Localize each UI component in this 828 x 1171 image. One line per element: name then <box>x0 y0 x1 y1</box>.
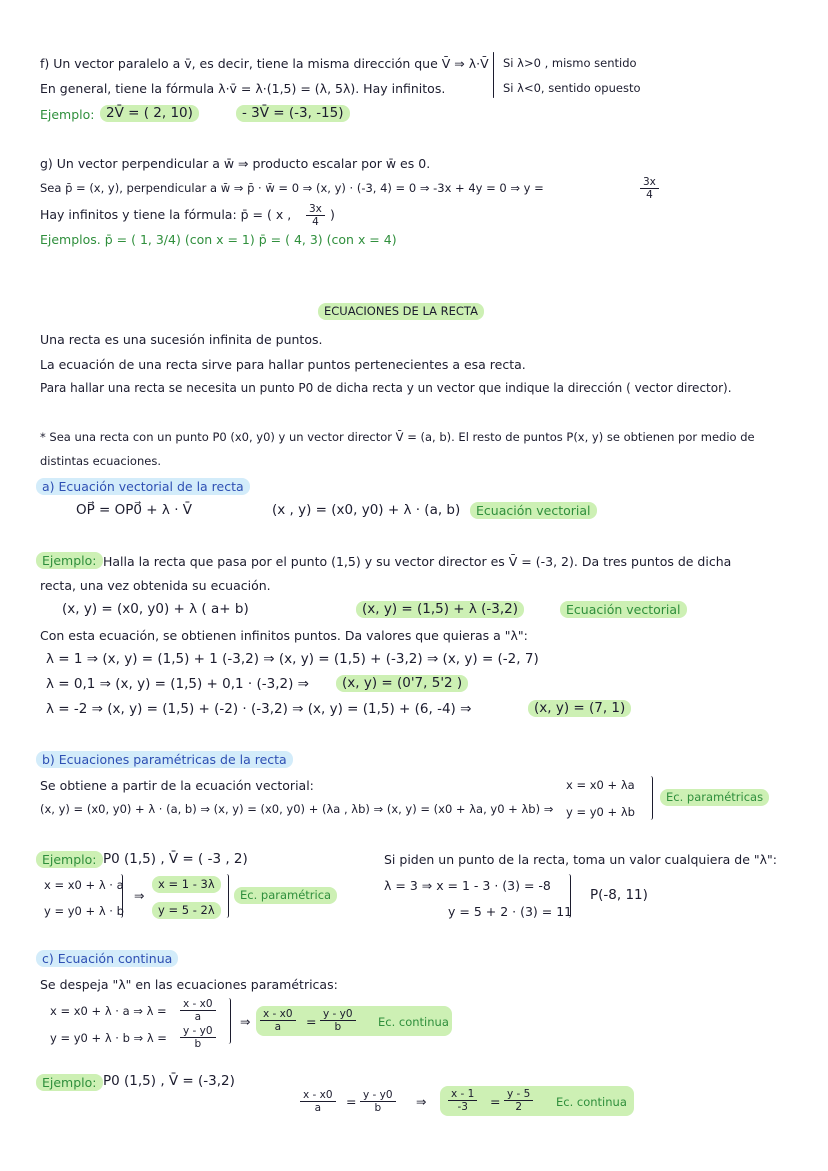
a-row-2: λ = 0,1 ⇒ (x, y) = (1,5) + 0,1 · (-3,2) ⇒ <box>46 676 309 692</box>
b-example-head: P0 (1,5) , V̄ = ( -3 , 2) <box>103 851 248 867</box>
b-sys-y: y = 5 - 2λ <box>152 902 221 919</box>
g-line1: g) Un vector perpendicular a w̄ ⇒ producto escalar por w̄ es 0. <box>40 156 431 171</box>
c-result-den-2: b <box>334 1021 342 1033</box>
c-example-fraction-3 <box>448 1088 477 1113</box>
c-example-fraction-4 <box>504 1088 533 1113</box>
c-example-num-1: x - x0 <box>300 1089 336 1102</box>
c-label: Ec. continua <box>378 1015 449 1029</box>
b-ask: Si piden un punto de la recta, toma un valor cualquiera de "λ": <box>384 852 777 867</box>
c-result-num-1: x - x0 <box>260 1008 296 1021</box>
g-examples: Ejemplos. p̄ = ( 1, 3/4) (con x = 1) p̄ = ( 4, 3) (con x = 4) <box>40 232 397 247</box>
a-example-text: Halla la recta que pasa por el punto (1,5) y su vector director es V̄ = (-3, 2). Da tres puntos de dicha <box>103 554 732 569</box>
a-example-text-2: recta, una vez obtenida su ecuación. <box>40 578 271 593</box>
b-line1: Se obtiene a partir de la ecuación vectorial: <box>40 778 314 793</box>
c-label-2: Ec. continua <box>556 1095 627 1109</box>
b-sys2: y = y0 + λb <box>566 805 635 819</box>
b-sys1: x = x0 + λa <box>566 778 635 792</box>
arrow: ⇒ <box>134 888 145 903</box>
c-example-fraction-1 <box>300 1089 336 1114</box>
c-eq-2-fraction <box>180 1025 216 1050</box>
c-example-label: Ejemplo: <box>36 1074 103 1091</box>
c-eq-2-num: y - y0 <box>180 1025 216 1038</box>
a-example-label: Ejemplo: <box>36 552 103 569</box>
c-example-num-2: y - y0 <box>360 1089 396 1102</box>
c-eq-1: x = x0 + λ · a ⇒ λ = <box>50 1004 167 1018</box>
rect-p2: La ecuación de una recta sirve para hallar puntos pertenecientes a esa recta. <box>40 357 526 372</box>
f-example-2: - 3V̄ = (-3, -15) <box>236 105 350 122</box>
a-heading: a) Ecuación vectorial de la recta <box>36 478 250 495</box>
c-example-num-3: x - 1 <box>448 1088 477 1101</box>
b-ex-label: Ec. paramétrica <box>234 887 337 904</box>
g-formula-num: 3x <box>306 203 325 216</box>
c-example-den-3: -3 <box>457 1101 468 1113</box>
c-heading: c) Ecuación continua <box>36 950 178 967</box>
c-example-den-2: b <box>374 1102 382 1114</box>
rect-p1: Una recta es una sucesión infinita de puntos. <box>40 332 323 347</box>
a-formula-2: (x , y) = (x0, y0) + λ · (a, b) <box>272 502 461 518</box>
f-line1: f) Un vector paralelo a v̄, es decir, tiene la misma dirección que V̄ ⇒ λ·V̄ <box>40 56 489 71</box>
brace <box>224 874 229 918</box>
c-eq-1-den: a <box>194 1011 201 1023</box>
a-formula-1: OP⃗ = OP0⃗ + λ · V̄ <box>76 502 193 518</box>
c-result-fraction-2 <box>320 1008 356 1033</box>
g-fraction-den: 4 <box>646 189 653 201</box>
b-point: P(-8, 11) <box>590 887 648 903</box>
c-result-equals: = <box>306 1014 317 1029</box>
g-line3-close: ) <box>330 207 335 222</box>
rect-intro-2: distintas ecuaciones. <box>40 454 161 468</box>
c-example-head: P0 (1,5) , V̄ = (-3,2) <box>103 1073 235 1089</box>
c-example-equals-2: = <box>490 1094 501 1109</box>
a-row-2-result: (x, y) = (0'7, 5'2 ) <box>336 675 468 692</box>
b-label: Ec. paramétricas <box>660 789 769 806</box>
c-eq-1-fraction <box>180 998 216 1023</box>
a-label: Ecuación vectorial <box>470 502 597 519</box>
brace <box>118 874 123 918</box>
c-result-fraction-1 <box>260 1008 296 1033</box>
a-eq2-label: Ecuación vectorial <box>560 601 687 618</box>
b-heading: b) Ecuaciones paramétricas de la recta <box>36 751 293 768</box>
c-result-den-1: a <box>274 1021 281 1033</box>
a-row-1: λ = 1 ⇒ (x, y) = (1,5) + 1 (-3,2) ⇒ (x, y) = (1,5) + (-3,2) ⇒ (x, y) = (-2, 7) <box>46 651 539 667</box>
c-example-equals-1: = <box>346 1094 357 1109</box>
a-row-3-result: (x, y) = (7, 1) <box>528 700 631 717</box>
g-fraction-num: 3x <box>640 176 659 189</box>
a-eq2: (x, y) = (1,5) + λ (-3,2) <box>356 601 524 618</box>
g-line3: Hay infinitos y tiene la fórmula: p̄ = ( x , <box>40 207 292 222</box>
b-calc-1: λ = 3 ⇒ x = 1 - 3 · (3) = -8 <box>384 878 551 893</box>
b-example-label: Ejemplo: <box>36 851 103 868</box>
g-formula-fraction <box>306 203 325 228</box>
b-gen-x: x = x0 + λ · a <box>44 878 124 892</box>
rect-intro-1: * Sea una recta con un punto P0 (x0, y0) y un vector director V̄ = (a, b). El resto de puntos P(x, y) se obtienen por medio de <box>40 430 755 444</box>
c-eq-2: y = y0 + λ · b ⇒ λ = <box>50 1031 167 1045</box>
g-line2: Sea p̄ = (x, y), perpendicular a w̄ ⇒ p̄ · w̄ = 0 ⇒ (x, y) · (-3, 4) = 0 ⇒ -3x + 4y = 0 ⇒ y = <box>40 181 544 195</box>
f-example-label: Ejemplo: <box>40 107 95 122</box>
a-eq1: (x, y) = (x0, y0) + λ ( a+ b) <box>62 601 249 617</box>
c-example-fraction-2 <box>360 1089 396 1114</box>
g-formula-den: 4 <box>312 216 319 228</box>
b-line2: (x, y) = (x0, y0) + λ · (a, b) ⇒ (x, y) = (x0, y0) + (λa , λb) ⇒ (x, y) = (x0 + λa, y0 + λb) ⇒ <box>40 802 554 816</box>
f-case1: Si λ>0 , mismo sentido <box>503 56 637 70</box>
f-line2: En general, tiene la fórmula λ·v̄ = λ·(1,5) = (λ, 5λ). Hay infinitos. <box>40 81 446 96</box>
f-example-1: 2V̄ = ( 2, 10) <box>100 105 199 122</box>
c-eq-1-num: x - x0 <box>180 998 216 1011</box>
b-calc-2: y = 5 + 2 · (3) = 11 <box>448 904 573 919</box>
c-example-arrow: ⇒ <box>416 1094 427 1109</box>
brace <box>648 776 653 820</box>
c-example-den-1: a <box>314 1102 321 1114</box>
b-sys-x: x = 1 - 3λ <box>152 876 221 893</box>
rect-p3: Para hallar una recta se necesita un punto P0 de dicha recta y un vector que indique la dirección ( vector director). <box>40 381 732 395</box>
brace <box>493 52 494 98</box>
c-arrow: ⇒ <box>240 1014 251 1029</box>
g-fraction <box>640 176 659 201</box>
c-line1: Se despeja "λ" en las ecuaciones paramétricas: <box>40 977 338 992</box>
b-gen-y: y = y0 + λ · b <box>44 904 124 918</box>
a-con: Con esta ecuación, se obtienen infinitos puntos. Da valores que quieras a "λ": <box>40 628 528 643</box>
brace <box>226 998 231 1044</box>
a-row-3: λ = -2 ⇒ (x, y) = (1,5) + (-2) · (-3,2) ⇒ (x, y) = (1,5) + (6, -4) ⇒ <box>46 701 472 717</box>
c-example-den-4: 2 <box>515 1101 523 1113</box>
brace <box>566 874 571 918</box>
c-example-num-4: y - 5 <box>504 1088 533 1101</box>
c-result-num-2: y - y0 <box>320 1008 356 1021</box>
f-case2: Si λ<0, sentido opuesto <box>503 81 641 95</box>
c-eq-2-den: b <box>194 1038 202 1050</box>
section-title: ECUACIONES DE LA RECTA <box>318 303 484 320</box>
